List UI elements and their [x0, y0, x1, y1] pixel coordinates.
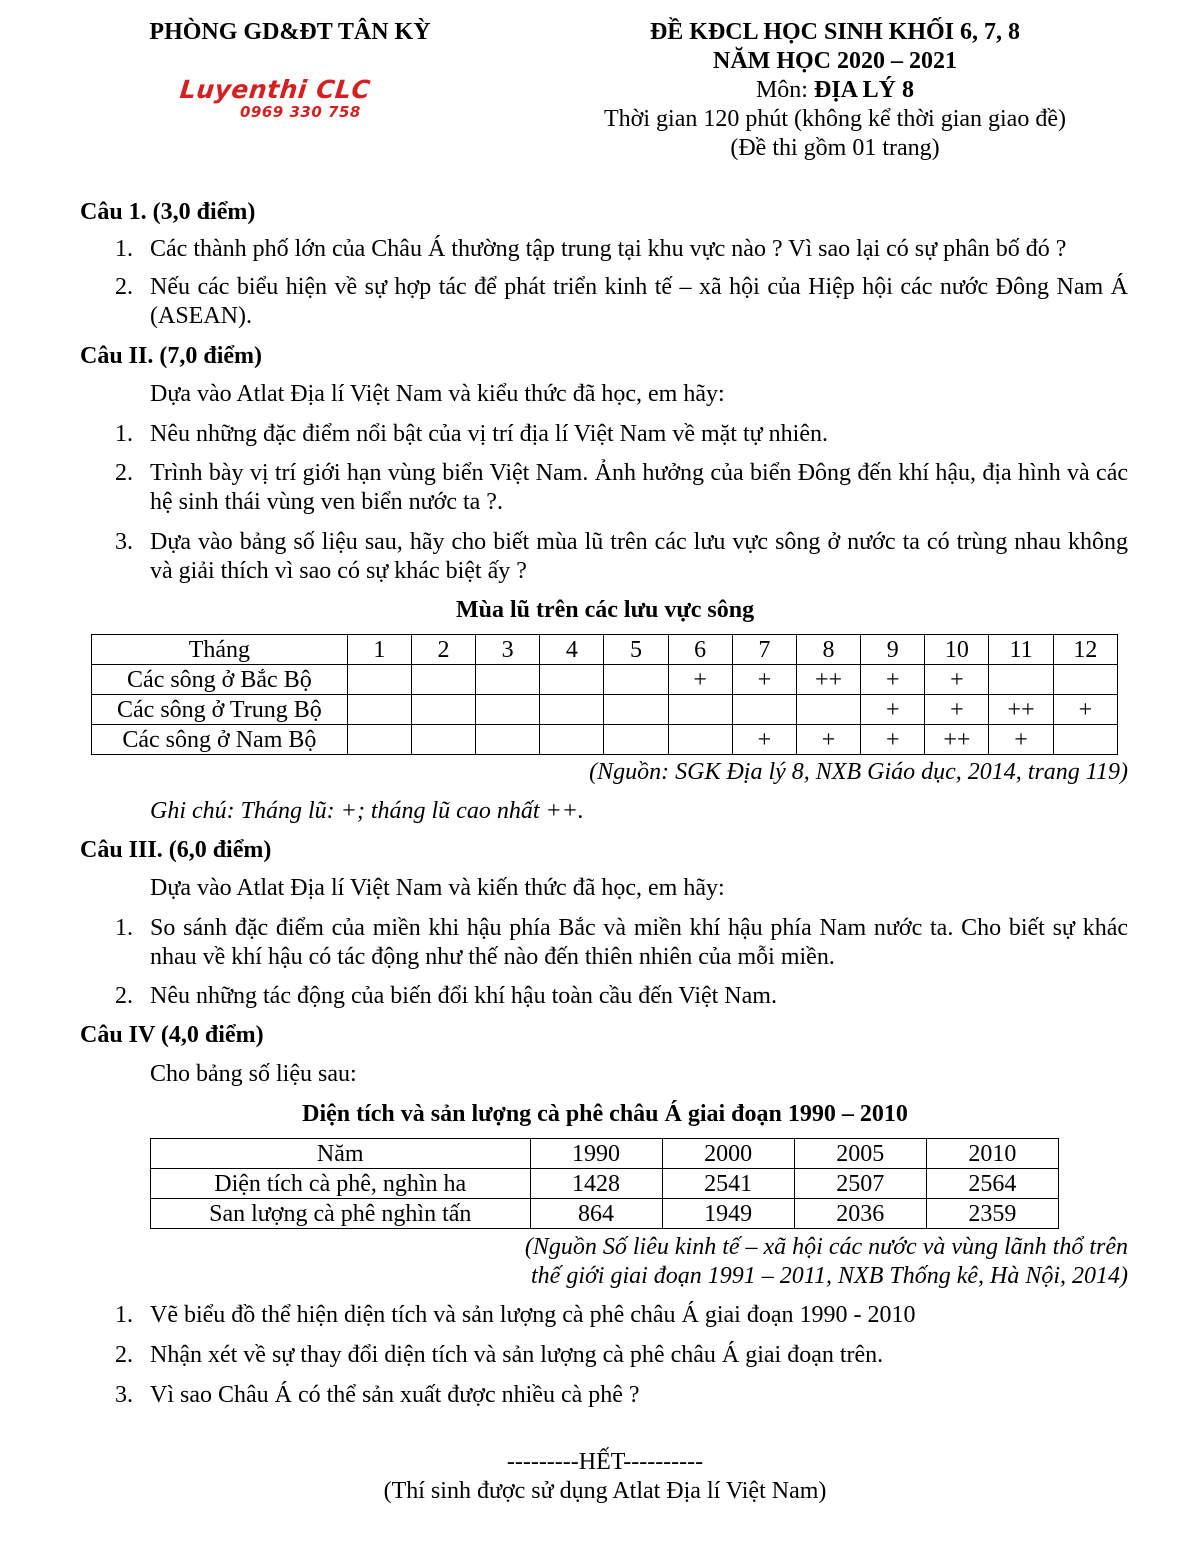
table-cell: +: [861, 725, 925, 755]
q4-item-1: Vẽ biểu đồ thể hiện diện tích và sản lượng cà phê châu Á giai đoạn 1990 - 2010: [150, 1302, 916, 1328]
table-cell: [347, 665, 411, 695]
q1-title: Câu 1. (3,0 điểm): [80, 199, 256, 225]
table-cell: 1428: [530, 1169, 662, 1199]
q4-item-2-number: 2.: [115, 1342, 133, 1368]
table-cell: 2036: [794, 1199, 926, 1229]
table-cell: [476, 725, 540, 755]
q2-item-1-number: 1.: [115, 421, 133, 447]
table-cell: [604, 665, 668, 695]
school-year: NĂM HỌC 2020 – 2021: [713, 48, 957, 74]
table-cell: 2564: [926, 1169, 1058, 1199]
q3-item-1: So sánh đặc điểm của miền khi hậu phía Bắc và miền khí hậu phía Nam nước ta. Cho biết sự khác nhau về khí hậu có tác động như thế nào đến thiên nhiên của mỗi miền.: [150, 915, 1128, 970]
header-cell: 7: [732, 635, 796, 665]
table-cell: [732, 695, 796, 725]
row-label: San lượng cà phê nghìn tấn: [151, 1199, 531, 1229]
table-row: [92, 695, 1118, 725]
table-cell: ++: [925, 725, 989, 755]
q1-item-2: Nếu các biểu hiện về sự hợp tác để phát triển kinh tế – xã hội của Hiệp hội các nước Đông Nam Á (ASEAN).: [150, 274, 1128, 329]
school-name: PHÒNG GD&ĐT TÂN KỲ: [149, 19, 431, 45]
q3-item-1-number: 1.: [115, 915, 133, 941]
table-cell: ++: [796, 665, 860, 695]
header-cell: 6: [668, 635, 732, 665]
table-header-row: [151, 1139, 1059, 1169]
q2-item-2-number: 2.: [115, 460, 133, 486]
subject-prefix: Môn:: [755, 77, 814, 103]
logo-phone: 0969 330 758: [240, 103, 361, 121]
flood-table-title: Mùa lũ trên các lưu vực sông: [455, 597, 755, 623]
q4-item-3: Vì sao Châu Á có thể sản xuất được nhiều cà phê ?: [150, 1382, 640, 1408]
table-cell: +: [732, 665, 796, 695]
coffee-table-title: Diện tích và sản lượng cà phê châu Á giai đoạn 1990 – 2010: [302, 1101, 908, 1127]
header-cell: 2010: [926, 1139, 1058, 1169]
q4-title: Câu IV (4,0 điểm): [80, 1022, 264, 1048]
table-cell: 2507: [794, 1169, 926, 1199]
table-cell: +: [861, 695, 925, 725]
q4-item-1-number: 1.: [115, 1302, 133, 1328]
row-label: Các sông ở Bắc Bộ: [92, 665, 348, 695]
footer-note: (Thí sinh được sử dụng Atlat Địa lí Việt Nam): [383, 1478, 827, 1504]
table-cell: +: [925, 665, 989, 695]
header-cell: 8: [796, 635, 860, 665]
table-cell: [540, 695, 604, 725]
q4-item-3-number: 3.: [115, 1382, 133, 1408]
subject: ĐỊA LÝ 8: [813, 77, 915, 103]
subject-line: [540, 76, 1130, 105]
q1-item-1: Các thành phố lớn của Châu Á thường tập trung tại khu vực nào ? Vì sao lại có sự phân bố đó ?: [150, 236, 1067, 262]
table-row: [151, 1169, 1059, 1199]
row-label: Diện tích cà phê, nghìn ha: [151, 1169, 531, 1199]
table-cell: +: [796, 725, 860, 755]
coffee-source-line-1: (Nguồn Số liêu kinh tế – xã hội các nước và vùng lãnh thổ trên: [524, 1234, 1128, 1260]
flood-table-source: (Nguồn: SGK Địa lý 8, NXB Giáo dục, 2014, trang 119): [589, 759, 1128, 785]
header-cell: Tháng: [92, 635, 348, 665]
q1-item-2-number: 2.: [115, 274, 133, 300]
q1-item-1-number: 1.: [115, 236, 133, 262]
table-row: [92, 725, 1118, 755]
table-cell: [411, 695, 475, 725]
table-cell: +: [861, 665, 925, 695]
table-cell: [604, 695, 668, 725]
q3-item-2: Nêu những tác động của biến đổi khí hậu toàn cầu đến Việt Nam.: [150, 983, 777, 1009]
table-cell: [347, 695, 411, 725]
table-cell: ++: [989, 695, 1053, 725]
q2-item-2: Trình bày vị trí giới hạn vùng biển Việt Nam. Ảnh hưởng của biển Đông đến khí hậu, địa hình và các hệ sinh thái vùng ven biển nước ta ?.: [150, 460, 1128, 515]
table-cell: [540, 665, 604, 695]
table-cell: 1949: [662, 1199, 794, 1229]
header-cell: 5: [604, 635, 668, 665]
header-cell: 9: [861, 635, 925, 665]
exam-time: Thời gian 120 phút (không kể thời gian giao đề): [604, 106, 1066, 132]
table-cell: 2359: [926, 1199, 1058, 1229]
table-cell: [989, 665, 1053, 695]
header-cell: 11: [989, 635, 1053, 665]
coffee-table: [150, 1138, 1059, 1229]
table-cell: [796, 695, 860, 725]
table-cell: +: [989, 725, 1053, 755]
header-cell: 1: [347, 635, 411, 665]
table-cell: +: [1053, 695, 1117, 725]
logo: [180, 76, 410, 120]
table-cell: [1053, 725, 1117, 755]
table-cell: [604, 725, 668, 755]
q2-intro: Dựa vào Atlat Địa lí Việt Nam và kiểu thức đã học, em hãy:: [150, 381, 725, 407]
table-cell: [476, 695, 540, 725]
header-cell: 1990: [530, 1139, 662, 1169]
coffee-table-source: [525, 1233, 1128, 1291]
table-header-row: [92, 635, 1118, 665]
table-row: [151, 1199, 1059, 1229]
coffee-source-line-2: thế giới giai đoạn 1991 – 2011, NXB Thống kê, Hà Nội, 2014): [531, 1263, 1128, 1289]
table-cell: 2541: [662, 1169, 794, 1199]
page-count: (Đề thi gồm 01 trang): [730, 135, 940, 161]
table-cell: [476, 665, 540, 695]
header-cell: 2000: [662, 1139, 794, 1169]
header-cell: 2: [411, 635, 475, 665]
table-cell: [540, 725, 604, 755]
q2-item-3-number: 3.: [115, 529, 133, 555]
q2-title: Câu II. (7,0 điểm): [80, 343, 263, 369]
end-marker: ---------HẾT----------: [506, 1449, 704, 1475]
q2-item-1: Nêu những đặc điểm nổi bật của vị trí địa lí Việt Nam về mặt tự nhiên.: [150, 421, 828, 447]
table-cell: [347, 725, 411, 755]
table-cell: +: [732, 725, 796, 755]
header-cell: 10: [925, 635, 989, 665]
flood-season-table: [91, 634, 1118, 755]
q4-item-2: Nhận xét về sự thay đổi diện tích và sản lượng cà phê châu Á giai đoạn trên.: [150, 1342, 884, 1368]
exam-header: [540, 18, 1130, 163]
header-cell: Năm: [151, 1139, 531, 1169]
table-cell: +: [925, 695, 989, 725]
table-cell: [1053, 665, 1117, 695]
table-cell: 864: [530, 1199, 662, 1229]
row-label: Các sông ở Trung Bộ: [92, 695, 348, 725]
flood-table-note: Ghi chú: Tháng lũ: +; tháng lũ cao nhất ++.: [150, 798, 584, 824]
logo-name: Luyenthi CLC: [178, 75, 373, 104]
q3-intro: Dựa vào Atlat Địa lí Việt Nam và kiến thức đã học, em hãy:: [150, 875, 725, 901]
table-cell: [668, 695, 732, 725]
table-row: [92, 665, 1118, 695]
header-cell: 4: [540, 635, 604, 665]
header-cell: 2005: [794, 1139, 926, 1169]
q2-item-3: Dựa vào bảng số liệu sau, hãy cho biết mùa lũ trên các lưu vực sông ở nước ta có trùng nhau không và giải thích vì sao có sự khác biệt ấy ?: [150, 529, 1128, 584]
header-cell: 12: [1053, 635, 1117, 665]
header-cell: 3: [476, 635, 540, 665]
table-cell: [411, 665, 475, 695]
table-cell: [668, 725, 732, 755]
table-cell: [411, 725, 475, 755]
q4-intro: Cho bảng số liệu sau:: [150, 1061, 357, 1087]
row-label: Các sông ở Nam Bộ: [92, 725, 348, 755]
table-cell: +: [668, 665, 732, 695]
q3-title: Câu III. (6,0 điểm): [80, 837, 272, 863]
q3-item-2-number: 2.: [115, 983, 133, 1009]
exam-title: ĐỀ KĐCL HỌC SINH KHỐI 6, 7, 8: [649, 19, 1021, 45]
